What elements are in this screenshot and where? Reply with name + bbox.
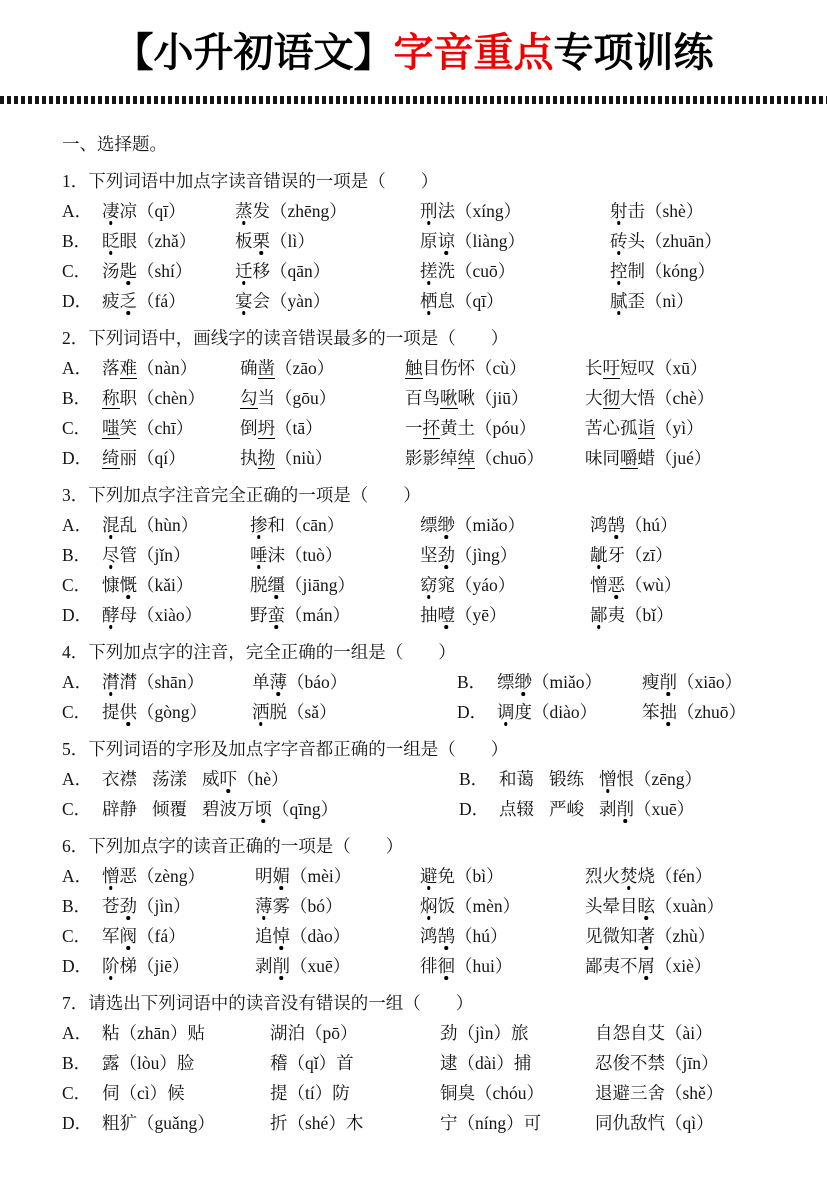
dotted-char: 恶 — [608, 572, 626, 597]
option-row — [62, 599, 777, 629]
underlined-char: 诣 — [637, 417, 655, 438]
word-item: 唾沫（tuò） — [250, 542, 420, 567]
word-item: 绮丽（qí） — [102, 447, 186, 468]
underlined-char: 凿 — [257, 357, 275, 378]
option-row — [62, 1077, 777, 1107]
option-row — [62, 285, 777, 315]
word-item: 忍俊不禁（jīn） — [595, 1052, 719, 1073]
question-stem: 1．下列词语中加点字读音错误的一项是（ ） — [62, 170, 439, 191]
word-item: 徘徊（hui） — [420, 953, 585, 978]
question-6 — [62, 830, 777, 980]
word-item: 掺和（cān） — [250, 512, 420, 537]
word-item: 单薄（báo） — [252, 669, 457, 694]
underlined-char: 啾 — [440, 387, 458, 408]
dotted-char: 蛮 — [268, 602, 286, 627]
word-item: 缥缈（miǎo） — [497, 669, 642, 694]
word-item: 笨拙（zhuō） — [642, 699, 777, 724]
question-4 — [62, 636, 777, 726]
word-item: 剥削（xuē） — [599, 796, 694, 821]
word-item: 军阀（fá） — [102, 923, 255, 948]
dotted-char: 焖 — [420, 893, 438, 918]
option-row — [62, 763, 777, 793]
word-item: 板栗（lì） — [235, 228, 420, 253]
word-item: 倾覆 — [152, 798, 187, 819]
dotted-char: 劲 — [120, 893, 138, 918]
word-item: 和蔼 — [499, 768, 534, 789]
dotted-char: 避 — [420, 863, 438, 888]
option-label: D． — [62, 290, 93, 311]
option-row — [62, 195, 777, 225]
option-label: A． — [62, 671, 93, 692]
option-row — [62, 950, 777, 980]
dotted-char: 阀 — [120, 923, 138, 948]
dotted-char: 悼 — [273, 923, 291, 948]
word-item: 确凿（zāo） — [240, 357, 335, 378]
option-label: C． — [62, 574, 92, 595]
word-item: 控制（kóng） — [610, 258, 777, 283]
word-item: 眨眼（zhǎ） — [102, 228, 235, 253]
word-item: 头晕目眩（xuàn） — [585, 893, 777, 918]
section-heading: 一、选择题。 — [62, 133, 167, 154]
word-item: 慷慨（kǎi） — [102, 572, 250, 597]
word-item: 倒坍（tā） — [240, 417, 323, 438]
dotted-char: 窈 — [420, 572, 438, 597]
underlined-char: 绰 — [457, 447, 475, 468]
word-item: 凄凉（qī） — [102, 198, 235, 223]
underlined-char: 彻 — [602, 387, 620, 408]
word-item: 称职（chèn） — [102, 387, 206, 408]
word-item: 提供（gòng） — [102, 699, 252, 724]
worksheet-page — [0, 26, 827, 1137]
option-row — [62, 666, 777, 696]
dotted-char: 削 — [273, 953, 291, 978]
dotted-char: 憎 — [599, 766, 617, 791]
word-item: 腻歪（nì） — [610, 288, 777, 313]
dotted-char: 洒 — [252, 699, 270, 724]
dotted-char: 眩 — [638, 893, 656, 918]
dotted-char: 蒸 — [235, 198, 253, 223]
word-item: 严峻 — [549, 798, 584, 819]
word-item: 粗犷（guǎng） — [102, 1112, 215, 1133]
word-item: 鄙夷不屑（xiè） — [585, 953, 777, 978]
dotted-char: 搓 — [420, 258, 438, 283]
word-item: 明媚（mèi） — [255, 863, 420, 888]
option-label: C． — [62, 925, 92, 946]
option-label: D． — [459, 798, 490, 819]
dotted-char: 缈 — [515, 669, 533, 694]
word-item: 憎恶（wù） — [590, 572, 777, 597]
word-item: 宁（níng）可 — [440, 1112, 542, 1133]
dotted-char: 眨 — [102, 228, 120, 253]
question-stem: 5．下列词语的字形及加点字字音都正确的一组是（ ） — [62, 738, 509, 759]
word-item: 迁移（qān） — [235, 258, 420, 283]
option-label: D． — [457, 701, 488, 722]
option-label: B． — [62, 544, 92, 565]
word-item: 原谅（liàng） — [420, 228, 610, 253]
word-item: 汤匙（shí） — [102, 258, 235, 283]
option-row — [62, 1107, 777, 1137]
word-item: 避免（bì） — [420, 863, 585, 888]
option-row — [62, 569, 777, 599]
underlined-char: 称 — [102, 387, 120, 408]
word-item: 脱缰（jiāng） — [250, 572, 420, 597]
word-item: 提（tí）防 — [270, 1082, 350, 1103]
option-row — [62, 539, 777, 569]
dotted-char: 噎 — [438, 602, 456, 627]
word-item: 酵母（xiào） — [102, 602, 250, 627]
option-row — [62, 352, 777, 382]
option-row — [62, 1017, 777, 1047]
option-row — [62, 509, 777, 539]
option-label: C． — [62, 1082, 92, 1103]
question-stem: 2．下列词语中，画线字的读音错误最多的一项是（ ） — [62, 327, 509, 348]
word-item: 荡漾 — [152, 768, 187, 789]
word-item: 龇牙（zī） — [590, 542, 777, 567]
dotted-char: 屑 — [638, 953, 656, 978]
dotted-char: 著 — [638, 923, 656, 948]
dotted-char: 宴 — [235, 288, 253, 313]
dotted-char: 栖 — [420, 288, 438, 313]
option-row — [62, 225, 777, 255]
word-item: 洒脱（sǎ） — [252, 699, 457, 724]
word-item: 刑法（xíng） — [420, 198, 610, 223]
word-item: 栖息（qī） — [420, 288, 610, 313]
word-item: 长吁短叹（xū） — [585, 357, 708, 378]
option-label: A． — [62, 865, 93, 886]
word-item: 蒸发（zhēng） — [235, 198, 420, 223]
word-item: 薄雾（bó） — [255, 893, 420, 918]
worksheet-body — [0, 104, 827, 1137]
word-item: 宴会（yàn） — [235, 288, 420, 313]
dotted-char: 削 — [617, 796, 635, 821]
dotted-char: 缰 — [268, 572, 286, 597]
question-1 — [62, 165, 777, 315]
word-item: 见微知著（zhù） — [585, 923, 777, 948]
word-item: 苍劲（jìn） — [102, 893, 255, 918]
option-row — [62, 442, 777, 472]
word-item: 自怨自艾（ài） — [595, 1022, 713, 1043]
word-item: 鄙夷（bǐ） — [590, 602, 777, 627]
word-item: 退避三舍（shě） — [595, 1082, 724, 1103]
word-item: 鸿鹄（hú） — [590, 512, 777, 537]
word-item: 碧波万顷（qīng） — [202, 796, 338, 821]
word-item: 味同嚼蜡（jué） — [585, 447, 712, 468]
dotted-char: 顷 — [255, 796, 273, 821]
option-label: A． — [62, 514, 93, 535]
underlined-char: 拗 — [257, 447, 275, 468]
dotted-char: 徊 — [438, 953, 456, 978]
underlined-char: 难 — [119, 357, 137, 378]
word-item: 野蛮（mán） — [250, 602, 420, 627]
option-label: B． — [457, 671, 487, 692]
underlined-char: 嗤 — [102, 417, 120, 438]
word-item: 疲乏（fá） — [102, 288, 235, 313]
word-item: 搓洗（cuō） — [420, 258, 610, 283]
option-row — [62, 920, 777, 950]
option-row — [62, 412, 777, 442]
word-item: 追悼（dào） — [255, 923, 420, 948]
word-item: 落难（nàn） — [102, 357, 198, 378]
word-item: 瘦削（xiāo） — [642, 669, 777, 694]
underlined-char: 坍 — [257, 417, 275, 438]
dotted-char: 刑 — [420, 198, 438, 223]
option-label: B． — [62, 895, 92, 916]
dotted-char: 吓 — [220, 766, 238, 791]
word-item: 烈火焚烧（fén） — [585, 863, 777, 888]
word-item: 锻练 — [549, 768, 584, 789]
option-row — [62, 793, 777, 823]
word-item: 劲（jìn）旅 — [440, 1022, 529, 1043]
dotted-char: 拙 — [660, 699, 678, 724]
dotted-char: 鹄 — [438, 923, 456, 948]
word-group — [499, 796, 777, 821]
word-item: 点辍 — [499, 798, 534, 819]
question-stem: 7．请选出下列词语中的读音没有错误的一组（ ） — [62, 992, 474, 1013]
word-item: 鸿鹄（hú） — [420, 923, 585, 948]
underlined-char: 抔 — [422, 417, 440, 438]
word-item: 阶梯（jiē） — [102, 953, 255, 978]
dotted-char: 谅 — [438, 228, 456, 253]
word-item: 大彻大悟（chè） — [585, 387, 715, 408]
word-item: 铜臭（chóu） — [440, 1082, 545, 1103]
dotted-char: 乏 — [120, 288, 138, 313]
word-item: 抽噎（yē） — [420, 602, 590, 627]
word-item: 坚劲（jìng） — [420, 542, 590, 567]
option-label: A． — [62, 357, 93, 378]
dotted-char: 削 — [660, 669, 678, 694]
dotted-char: 劲 — [438, 542, 456, 567]
option-label: C． — [62, 701, 92, 722]
option-label: C． — [62, 260, 92, 281]
question-2 — [62, 322, 777, 472]
word-item: 衣襟 — [102, 768, 137, 789]
dotted-char: 射 — [610, 198, 628, 223]
dotted-char: 薄 — [255, 893, 273, 918]
option-label: A． — [62, 1022, 93, 1043]
dotted-char: 腻 — [610, 288, 628, 313]
dotted-char: 唾 — [250, 542, 268, 567]
option-label: A． — [62, 200, 93, 221]
option-row — [62, 382, 777, 412]
word-item: 苦心孤诣（yì） — [585, 417, 704, 438]
dotted-char: 掺 — [250, 512, 268, 537]
option-label: A． — [62, 768, 93, 789]
word-item: 威吓（hè） — [202, 766, 289, 791]
word-item: 湖泊（pō） — [270, 1022, 358, 1043]
question-7 — [62, 987, 777, 1137]
question-stem: 6．下列加点字的读音正确的一项是（ ） — [62, 835, 404, 856]
dotted-char: 酵 — [102, 602, 120, 627]
option-row — [62, 860, 777, 890]
word-item: 同仇敌忾（qì） — [595, 1112, 714, 1133]
page-title — [10, 26, 817, 80]
question-5 — [62, 733, 777, 823]
dotted-char: 薄 — [270, 669, 288, 694]
word-item: 混乱（hùn） — [102, 512, 250, 537]
underlined-char: 勾 — [240, 387, 258, 408]
title-highlight: 字音重点 — [393, 31, 554, 75]
word-item: 缥缈（miǎo） — [420, 512, 590, 537]
question-3 — [62, 479, 777, 629]
underlined-char: 触 — [405, 357, 423, 378]
word-group — [102, 796, 459, 821]
word-item: 折（shé）木 — [270, 1112, 364, 1133]
underlined-char: 嚼 — [620, 447, 638, 468]
dotted-char: 鄙 — [590, 602, 608, 627]
option-label: B． — [62, 387, 92, 408]
word-item: 憎恶（zèng） — [102, 863, 255, 888]
dotted-divider — [0, 96, 827, 104]
option-row — [62, 696, 777, 726]
option-row — [62, 255, 777, 285]
option-row — [62, 1047, 777, 1077]
word-item: 尽管（jǐn） — [102, 542, 250, 567]
dotted-char: 混 — [102, 512, 120, 537]
word-item: 调度（diào） — [497, 699, 642, 724]
option-row — [62, 890, 777, 920]
word-group — [499, 766, 777, 791]
word-item: 触目伤怀（cù） — [405, 357, 527, 378]
option-label: B． — [62, 1052, 92, 1073]
dotted-char: 龇 — [590, 542, 608, 567]
question-stem: 3．下列加点字注音完全正确的一项是（ ） — [62, 484, 421, 505]
dotted-char: 憎 — [102, 863, 120, 888]
word-item: 辟静 — [102, 798, 137, 819]
word-item: 逮（dài）捕 — [440, 1052, 532, 1073]
dotted-char: 潸 — [102, 669, 120, 694]
option-label: D． — [62, 447, 93, 468]
word-item: 勾当（gōu） — [240, 387, 337, 408]
word-item: 一抔黄土（póu） — [405, 417, 537, 438]
word-item: 剥削（xuē） — [255, 953, 420, 978]
word-item: 憎恨（zēng） — [599, 766, 702, 791]
dotted-char: 缈 — [438, 512, 456, 537]
word-item: 粘（zhān）贴 — [102, 1022, 206, 1043]
dotted-char: 凄 — [102, 198, 120, 223]
word-item: 潸潸（shān） — [102, 669, 252, 694]
word-item: 窈窕（yáo） — [420, 572, 590, 597]
word-item: 嗤笑（chī） — [102, 417, 194, 438]
title-right: 专项训练 — [553, 31, 714, 75]
option-label: B． — [62, 230, 92, 251]
underlined-char: 吁 — [602, 357, 620, 378]
dotted-char: 栗 — [253, 228, 271, 253]
title-left: 【小升初语文】 — [113, 31, 394, 75]
word-item: 焖饭（mèn） — [420, 893, 585, 918]
dotted-char: 砖 — [610, 228, 628, 253]
option-label: D． — [62, 604, 93, 625]
dotted-char: 慨 — [120, 572, 138, 597]
word-item: 稽（qǐ）首 — [270, 1052, 354, 1073]
word-group — [102, 766, 459, 791]
dotted-char: 供 — [120, 699, 138, 724]
dotted-char: 焚 — [620, 863, 638, 888]
word-item: 伺（cì）候 — [102, 1082, 185, 1103]
question-stem: 4．下列加点字的注音，完全正确的一组是（ ） — [62, 641, 456, 662]
dotted-char: 调 — [497, 699, 515, 724]
dotted-char: 媚 — [273, 863, 291, 888]
option-label: C． — [62, 417, 92, 438]
dotted-char: 迁 — [235, 258, 253, 283]
underlined-char: 绮 — [102, 447, 120, 468]
dotted-char: 匙 — [120, 258, 138, 283]
option-label: B． — [459, 768, 489, 789]
question-list — [62, 165, 777, 1137]
dotted-char: 控 — [610, 258, 628, 283]
dotted-char: 阶 — [102, 953, 120, 978]
word-item: 露（lòu）脸 — [102, 1052, 195, 1073]
word-item: 百鸟啾啾（jiū） — [405, 387, 529, 408]
word-item: 执拗（niù） — [240, 447, 333, 468]
dotted-char: 尽 — [102, 542, 120, 567]
option-label: C． — [62, 798, 92, 819]
option-label: D． — [62, 1112, 93, 1133]
word-item: 砖头（zhuān） — [610, 228, 777, 253]
dotted-char: 鹄 — [608, 512, 626, 537]
word-item: 影影绰绰（chuō） — [405, 447, 545, 468]
option-label: D． — [62, 955, 93, 976]
word-item: 射击（shè） — [610, 198, 777, 223]
